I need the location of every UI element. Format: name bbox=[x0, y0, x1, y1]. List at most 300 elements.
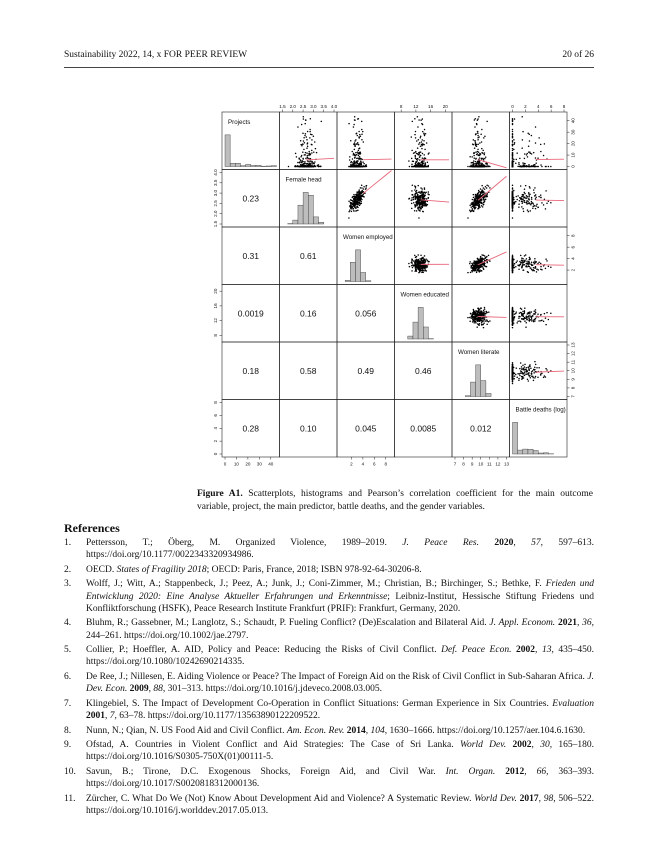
reference-text: , bbox=[535, 645, 542, 656]
scatter-point bbox=[474, 140, 476, 142]
scatter-point bbox=[363, 163, 365, 165]
scatter-point bbox=[358, 153, 360, 155]
scatter-point bbox=[361, 184, 363, 186]
scatter-point bbox=[475, 264, 477, 266]
scatter-point bbox=[524, 370, 526, 372]
figure-caption-label: Figure A1. bbox=[197, 489, 243, 499]
scatter-point bbox=[514, 202, 516, 204]
scatter-point bbox=[537, 206, 539, 208]
scatter-point bbox=[358, 152, 360, 154]
scatter-point bbox=[537, 269, 539, 271]
scatter-point bbox=[512, 119, 514, 121]
scatter-point bbox=[419, 191, 421, 193]
scatter-point bbox=[348, 166, 350, 168]
scatter-point bbox=[536, 271, 538, 273]
scatter-point bbox=[351, 202, 353, 204]
scatter-point bbox=[415, 267, 417, 269]
scatter-point bbox=[474, 147, 476, 149]
scatter-point bbox=[411, 199, 413, 201]
scatter-point bbox=[424, 129, 426, 131]
scatter-point bbox=[356, 210, 358, 212]
scatter-point bbox=[533, 192, 535, 194]
scatter-point bbox=[481, 317, 483, 319]
reference-number: 7. bbox=[64, 698, 72, 709]
scatter-point bbox=[357, 195, 359, 197]
scatter-point bbox=[297, 126, 299, 128]
scatter-point bbox=[482, 266, 484, 268]
scatter-point bbox=[521, 257, 523, 259]
scatter-point bbox=[424, 135, 426, 137]
scatter-point bbox=[520, 198, 522, 200]
scatter-point bbox=[480, 267, 482, 269]
scatter-point bbox=[529, 319, 531, 321]
correlation-value: 0.28 bbox=[242, 423, 260, 434]
reference-text: , 301–313. https://doi.org/10.1016/j.jdeveco.2008.03.005. bbox=[162, 684, 382, 695]
scatter-point bbox=[419, 166, 421, 168]
scatter-point bbox=[469, 156, 471, 158]
scatter-point bbox=[520, 262, 522, 264]
scatter-point bbox=[363, 191, 365, 193]
scatter-point bbox=[419, 162, 421, 164]
scatter-point bbox=[424, 162, 426, 164]
reference-text: Int. Organ. bbox=[445, 766, 496, 777]
scatter-point bbox=[485, 156, 487, 158]
scatter-point bbox=[411, 197, 413, 199]
scatter-point bbox=[533, 262, 535, 264]
reference-text: 2009 bbox=[129, 684, 149, 695]
scatter-point bbox=[424, 166, 426, 168]
scatter-point bbox=[519, 200, 521, 202]
scatter-point bbox=[355, 152, 357, 154]
scatter-point bbox=[415, 131, 417, 133]
scatter-point bbox=[527, 379, 529, 381]
scatter-point bbox=[540, 197, 542, 199]
scatter-point bbox=[355, 208, 357, 210]
scatter-point bbox=[417, 208, 419, 210]
bottom-tick-label: 13 bbox=[503, 461, 510, 467]
scatter-point bbox=[512, 381, 514, 383]
scatter-point bbox=[527, 201, 529, 203]
scatter-point bbox=[477, 165, 479, 167]
scatter-point bbox=[467, 272, 469, 274]
reference-text: ; OECD: Paris, France, 2018; ISBN 978-92-64-30206-8. bbox=[206, 564, 422, 575]
scatter-point bbox=[531, 318, 533, 320]
scatter-point bbox=[355, 133, 357, 135]
scatter-point bbox=[357, 142, 359, 144]
scatter-point bbox=[314, 161, 316, 163]
scatter-point bbox=[541, 269, 543, 271]
histogram-bar bbox=[256, 165, 261, 166]
scatter-point bbox=[543, 321, 545, 323]
scatter-point bbox=[303, 149, 305, 151]
scatter-point bbox=[356, 158, 358, 160]
scatter-point bbox=[516, 311, 518, 313]
right-tick-label: 0 bbox=[570, 165, 576, 168]
scatter-point bbox=[524, 313, 526, 315]
scatter-point bbox=[484, 260, 486, 262]
scatter-point bbox=[512, 257, 514, 259]
scatter-point bbox=[358, 148, 360, 150]
right-tick-label: 8 bbox=[570, 234, 576, 238]
scatter-point bbox=[311, 144, 313, 146]
scatter-point bbox=[480, 191, 482, 193]
scatter-point bbox=[526, 316, 528, 318]
right-tick-label: 8 bbox=[570, 386, 576, 390]
scatter-point bbox=[353, 196, 355, 198]
scatter-point bbox=[318, 166, 320, 168]
bottom-tick-label: 30 bbox=[256, 461, 262, 467]
scatter-point bbox=[528, 151, 530, 153]
scatter-point bbox=[526, 154, 528, 156]
scatter-point bbox=[481, 141, 483, 143]
scatter-point bbox=[481, 148, 483, 150]
scatter-point bbox=[301, 162, 303, 164]
scatter-point bbox=[516, 260, 518, 262]
scatter-point bbox=[426, 205, 428, 207]
correlation-value: 0.012 bbox=[470, 423, 492, 434]
left-tick-label: 1.5 bbox=[213, 220, 218, 228]
scatter-point bbox=[311, 150, 313, 152]
scatter-point bbox=[428, 153, 430, 155]
scatter-point bbox=[486, 196, 488, 198]
right-tick-label: 13 bbox=[570, 342, 576, 348]
left-tick-label: 16 bbox=[213, 303, 218, 309]
scatter-point bbox=[299, 166, 301, 168]
scatter-point bbox=[482, 324, 484, 326]
scatter-point bbox=[522, 365, 524, 367]
scatter-point bbox=[546, 260, 548, 262]
scatter-point bbox=[308, 151, 310, 153]
scatter-point bbox=[423, 270, 425, 272]
scatter-point bbox=[484, 152, 486, 154]
scatter-point bbox=[299, 162, 301, 164]
scatter-point bbox=[540, 266, 542, 268]
scatter-point bbox=[486, 187, 488, 189]
scatter-point bbox=[420, 255, 422, 257]
scatter-point bbox=[484, 154, 486, 156]
scatter-point bbox=[544, 313, 546, 315]
scatter-point bbox=[306, 139, 308, 141]
scatter-point bbox=[522, 315, 524, 317]
scatter-point bbox=[421, 268, 423, 270]
histogram-bar bbox=[366, 281, 371, 282]
scatter-point bbox=[352, 162, 354, 164]
scatter-point bbox=[512, 362, 514, 364]
scatter-point bbox=[416, 161, 418, 163]
scatter-point bbox=[534, 187, 536, 189]
scatter-point bbox=[300, 144, 302, 146]
scatter-point bbox=[424, 255, 426, 257]
histogram-bar bbox=[266, 166, 271, 167]
reference-number: 5. bbox=[64, 645, 72, 656]
scatter-point bbox=[473, 157, 475, 159]
scatter-point bbox=[540, 164, 542, 166]
scatter-point bbox=[360, 136, 362, 138]
histogram-bar bbox=[350, 262, 355, 281]
reference-text: , 435–450. https://doi.org/10.1080/10242690214335. bbox=[86, 645, 595, 668]
reference-item bbox=[64, 537, 594, 561]
scatter-point bbox=[526, 263, 528, 265]
scatter-point bbox=[526, 373, 528, 375]
scatter-point bbox=[478, 310, 480, 312]
reference-item bbox=[64, 617, 594, 641]
scatter-point bbox=[427, 266, 429, 268]
scatter-point bbox=[361, 139, 363, 141]
scatter-point bbox=[476, 196, 478, 198]
scatter-point bbox=[484, 313, 486, 315]
reference-text: J. Peace Res. bbox=[402, 538, 479, 548]
reference-text: 2002 bbox=[512, 740, 532, 751]
scatter-point bbox=[356, 199, 358, 201]
reference-text: 36 bbox=[582, 618, 592, 629]
scatter-point bbox=[512, 366, 514, 368]
scatter-point bbox=[300, 164, 302, 166]
scatter-point bbox=[417, 147, 419, 149]
scatter-point bbox=[412, 161, 414, 163]
scatter-point bbox=[485, 199, 487, 201]
scatter-point bbox=[529, 140, 531, 142]
scatter-point bbox=[513, 259, 515, 261]
scatter-point bbox=[419, 206, 421, 208]
scatter-point bbox=[469, 263, 471, 265]
correlation-value: 0.0019 bbox=[237, 308, 264, 319]
scatter-point bbox=[299, 158, 301, 160]
scatter-point bbox=[548, 266, 550, 268]
bottom-tick-label: 8 bbox=[462, 461, 465, 467]
scatter-point bbox=[415, 158, 417, 160]
scatter-point bbox=[302, 158, 304, 160]
scatter-point bbox=[474, 126, 476, 128]
scatter-point bbox=[421, 191, 423, 193]
scatter-point bbox=[419, 209, 421, 211]
reference-text: Wolff, J.; Witt, A.; Stappenbeck, J.; Peez, A.; Junk, J.; Coni-Zimmer, M.; Christian, B.; Birchinger, S.; Bethke, F. bbox=[86, 579, 546, 590]
scatter-point bbox=[363, 188, 365, 190]
matrix-panel bbox=[395, 227, 453, 285]
reference-number: 10. bbox=[64, 766, 76, 777]
scatter-point bbox=[513, 159, 515, 161]
scatter-point bbox=[512, 316, 514, 318]
scatter-point bbox=[413, 196, 415, 198]
scatter-point bbox=[419, 202, 421, 204]
scatter-point bbox=[409, 266, 411, 268]
scatter-point bbox=[518, 162, 520, 164]
scatter-point bbox=[424, 268, 426, 270]
scatter-point bbox=[481, 192, 483, 194]
scatter-point bbox=[523, 165, 525, 167]
scatter-point bbox=[411, 163, 413, 165]
left-tick-label: 12 bbox=[213, 318, 218, 324]
scatter-point bbox=[529, 375, 531, 377]
scatter-point bbox=[512, 197, 514, 199]
scatter-point bbox=[484, 188, 486, 190]
scatter-point bbox=[473, 152, 475, 154]
histogram-bar bbox=[465, 396, 470, 397]
scatter-point bbox=[302, 166, 304, 168]
scatter-point bbox=[528, 262, 530, 264]
scatter-point bbox=[546, 369, 548, 371]
scatter-point bbox=[512, 321, 514, 323]
scatter-point bbox=[418, 154, 420, 156]
reference-text: 2014 bbox=[346, 725, 366, 736]
scatter-point bbox=[545, 317, 547, 319]
scatter-point bbox=[480, 202, 482, 204]
scatter-point bbox=[537, 377, 539, 379]
scatter-point bbox=[472, 263, 474, 265]
scatter-point bbox=[305, 158, 307, 160]
scatter-point bbox=[473, 160, 475, 162]
scatter-point bbox=[483, 191, 485, 193]
scatter-point bbox=[471, 271, 473, 273]
scatter-point bbox=[484, 158, 486, 160]
scatter-point bbox=[512, 265, 514, 267]
scatter-point bbox=[522, 260, 524, 262]
scatter-point bbox=[512, 140, 514, 142]
scatter-point bbox=[525, 185, 527, 187]
reference-text: Zürcher, C. What Do We (Not) Know About Development Aid and Violence? A Systematic Review. bbox=[86, 793, 475, 804]
scatter-point bbox=[473, 267, 475, 269]
scatter-point bbox=[415, 166, 417, 168]
left-tick-label: 8 bbox=[213, 334, 218, 337]
scatter-point bbox=[477, 313, 479, 315]
scatter-point bbox=[311, 139, 313, 141]
scatter-point bbox=[418, 217, 420, 219]
scatter-point bbox=[357, 202, 359, 204]
scatter-point bbox=[479, 204, 481, 206]
scatter-point bbox=[522, 208, 524, 210]
scatter-point bbox=[540, 374, 542, 376]
reference-text bbox=[495, 767, 505, 777]
scatter-point bbox=[424, 201, 426, 203]
scatter-point bbox=[354, 164, 356, 166]
journal-header: Sustainability 2022, 14, x FOR PEER REVIEW bbox=[64, 50, 248, 60]
reference-number: 6. bbox=[64, 671, 72, 682]
scatter-point bbox=[361, 134, 363, 136]
scatter-point bbox=[426, 270, 428, 272]
scatter-point bbox=[415, 257, 417, 259]
scatter-point bbox=[469, 209, 471, 211]
scatter-point bbox=[310, 162, 312, 164]
scatter-point bbox=[534, 377, 536, 379]
scatter-point bbox=[534, 166, 536, 168]
scatter-point bbox=[362, 161, 364, 163]
histogram-bar bbox=[413, 322, 418, 339]
scatter-point bbox=[535, 261, 537, 263]
scatter-point bbox=[359, 203, 361, 205]
scatter-point bbox=[478, 116, 480, 118]
scatter-point bbox=[413, 199, 415, 201]
scatter-point bbox=[350, 140, 352, 142]
scatter-point bbox=[517, 264, 519, 266]
reference-text: De Ree, J.; Nillesen, E. Aiding Violence or Peace? The Impact of Foreign Aid on the Risk of Civil Conflict in Sub-Saharan Africa. bbox=[86, 671, 588, 682]
scatter-point bbox=[408, 198, 410, 200]
scatter-point bbox=[357, 135, 359, 137]
reference-text: 98 bbox=[543, 793, 554, 804]
histogram-bar bbox=[240, 166, 245, 167]
scatter-point bbox=[550, 202, 552, 204]
scatter-point bbox=[513, 311, 515, 313]
histogram-bar bbox=[476, 365, 481, 397]
scatter-point bbox=[353, 194, 355, 196]
scatter-point bbox=[545, 208, 547, 210]
scatter-point bbox=[475, 316, 477, 318]
scatter-point bbox=[524, 158, 526, 160]
reference-text bbox=[479, 538, 494, 548]
figure-caption-text: Scatterplots, histograms and Pearson’s correlation coefficient for the main outcome variable, project, the main predictor, battle deaths, and the gender variables. bbox=[197, 489, 594, 512]
scatter-point bbox=[471, 317, 473, 319]
right-tick-label: 30 bbox=[570, 129, 576, 135]
top-tick-label: 8 bbox=[399, 104, 403, 109]
scatter-point bbox=[304, 154, 306, 156]
histogram-bar bbox=[513, 422, 518, 454]
scatter-point bbox=[515, 162, 517, 164]
scatter-point bbox=[545, 190, 547, 192]
scatter-point bbox=[545, 324, 547, 326]
reference-number: 1. bbox=[64, 538, 72, 548]
scatter-point bbox=[419, 204, 421, 206]
scatter-point bbox=[357, 160, 359, 162]
reference-text: Pettersson, T.; Öberg, M. Organized Violence, 1989–2019. bbox=[86, 538, 403, 548]
scatter-point bbox=[411, 261, 413, 263]
bottom-tick-label: 8 bbox=[384, 461, 388, 467]
reference-item bbox=[64, 578, 594, 615]
scatter-point bbox=[521, 260, 523, 262]
reference-text: , 1630–1666. https://doi.org/10.1257/aer.104.6.1630. bbox=[384, 725, 586, 736]
diagonal-variable-label: Women educated bbox=[400, 291, 449, 299]
scatter-point bbox=[520, 185, 522, 187]
scatter-point bbox=[422, 193, 424, 195]
scatter-point bbox=[360, 166, 362, 168]
scatter-point bbox=[421, 208, 423, 210]
reference-text: , bbox=[524, 766, 537, 777]
scatter-point bbox=[545, 258, 547, 260]
scatter-point bbox=[354, 144, 356, 146]
scatter-point bbox=[304, 161, 306, 163]
scatter-point bbox=[415, 269, 417, 271]
scatter-point bbox=[354, 205, 356, 207]
top-tick-label: 0 bbox=[511, 104, 514, 109]
scatter-point bbox=[357, 166, 359, 168]
scatter-point bbox=[512, 308, 514, 310]
right-tick-label: 2 bbox=[570, 268, 576, 272]
left-tick-label: 2.0 bbox=[213, 210, 218, 217]
reference-number: 4. bbox=[64, 618, 72, 629]
fit-line bbox=[536, 265, 564, 266]
scatter-point bbox=[348, 201, 350, 203]
matrix-panel bbox=[452, 227, 510, 285]
scatter-point bbox=[357, 206, 359, 208]
scatter-point bbox=[516, 159, 518, 161]
scatter-point bbox=[307, 155, 309, 157]
reference-text: 2002 bbox=[516, 645, 536, 656]
scatter-point bbox=[512, 377, 514, 379]
scatter-point bbox=[483, 198, 485, 200]
scatter-point bbox=[526, 367, 528, 369]
scatter-point bbox=[526, 261, 528, 263]
scatter-point bbox=[534, 258, 536, 260]
scatter-point bbox=[486, 184, 488, 186]
scatter-point bbox=[411, 166, 413, 168]
scatter-point bbox=[485, 266, 487, 268]
scatter-point bbox=[308, 155, 310, 157]
scatter-point bbox=[479, 269, 481, 271]
scatter-point bbox=[313, 151, 315, 153]
scatter-point bbox=[352, 204, 354, 206]
scatter-point bbox=[529, 313, 531, 315]
scatter-point bbox=[362, 193, 364, 195]
scatter-point bbox=[479, 166, 481, 168]
scatter-point bbox=[359, 134, 361, 136]
scatter-point bbox=[475, 310, 477, 312]
